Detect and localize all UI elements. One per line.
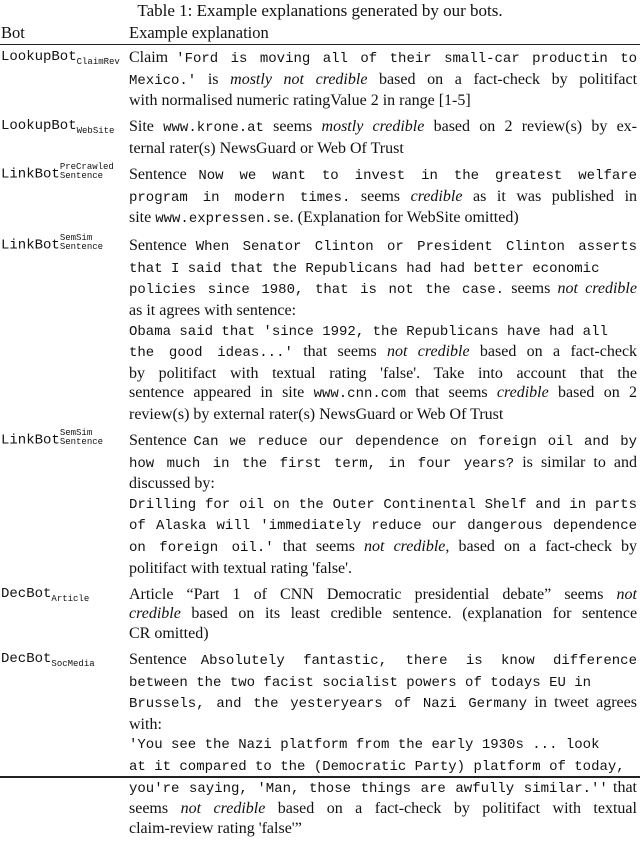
bot-superscript: SemSim [59,233,93,244]
bot-subscript: Sentence [59,437,104,448]
quoted-text: that I said that the Republicans had had better economic [129,260,600,277]
table-caption: Table 1: Example explanations generated by our bots. [137,1,503,20]
bot-name [1,428,126,451]
explanation-line [129,585,637,605]
bot-base: LookupBot [1,49,77,65]
explanation-text: is similar to and [514,453,638,471]
bot-scripts [60,163,114,181]
explanation-text: CR omitted) [129,624,209,642]
table-row [0,650,640,838]
explanation-text: , based on a fact-check by [445,538,638,556]
explanation-line [129,165,637,187]
explanation-line [129,693,637,715]
bot-base: DecBot [1,651,52,668]
explanation-text: Sentence [129,651,201,669]
table-row [0,161,640,230]
explanation-text: claim-review rating 'false'” [129,819,302,837]
quoted-text: on foreign oil.' [129,540,274,557]
bot-name [1,48,126,69]
quoted-text: at it compared to the (Democratic Party) platform of today, [129,759,625,775]
table-row [0,585,640,644]
explanation-text: as it agrees with sentence: [129,302,297,320]
explanation-line [129,778,637,800]
bot-base: LinkBot [1,237,60,254]
credibility-label: not [616,585,637,603]
explanation-line [129,537,637,559]
credibility-label: mostly credible [321,118,425,136]
bot-subscript: SocMedia [51,659,95,670]
explanation-line [129,650,637,672]
credibility-label: not credible [557,280,637,298]
explanation-text: Sentence [129,432,194,450]
explanation-line [129,756,637,778]
explanation-text: Sentence [129,237,196,255]
bot-name [1,117,126,138]
explanation-line [129,383,637,405]
explanation-line [129,604,637,624]
explanation-text: seems [504,280,558,298]
header-bot: Bot [1,23,25,42]
explanation-line [129,91,637,111]
bot-base: LinkBot [1,166,60,183]
explanation-text: seems [350,187,411,205]
table-header [0,23,640,43]
bot-base: DecBot [1,585,52,602]
quoted-text: Now we want to invest in the greatest welfare [198,167,638,184]
quoted-text: of Alaska will 'immediately reduce our dangerous dependence [129,518,638,535]
explanation-line [129,734,637,756]
table-body [0,48,640,845]
explanation-text: ternal rater(s) NewsGuard or Web Of Trust [129,139,404,157]
explanation-line [129,301,637,321]
explanation-text: site [129,209,156,227]
bot-subscript: Sentence [59,242,104,253]
quoted-text: how much in the first term, in four years? [129,455,515,472]
explanation-text: politifact with textual rating 'false'. [129,559,353,577]
bot-name [1,585,126,606]
table-row [0,48,640,111]
bot-name [1,161,126,185]
explanation-text: Site [129,118,164,136]
explanation-line [129,258,637,280]
quoted-text: When Senator Clinton or President Clinton asserts [195,239,638,256]
explanation-line [129,117,637,139]
explanation [129,117,637,158]
explanation-text: that seems [405,384,497,402]
explanation-text: with: [129,715,162,733]
explanation-line [129,236,637,258]
explanation-line [129,453,637,475]
quoted-text: www.krone.at [163,120,264,137]
table-row [0,233,640,424]
quoted-text: 'You see the Nazi platform from the early 1930s ... look [129,737,600,754]
quoted-text: Absolutely fantastic, there is know difference [200,653,637,670]
explanation-line [129,559,637,579]
explanation-line [129,70,637,92]
credibility-label: credible [129,605,181,623]
bot-subscript: Article [51,593,90,604]
explanation-line [129,494,637,516]
bot-subscript: Sentence [59,170,104,181]
quoted-text: Can we reduce our dependence on foreign oil and by [193,434,638,451]
explanation-line [129,187,637,209]
explanation-text: that seems [273,538,365,556]
explanation [129,650,637,838]
credibility-label: mostly not credible [230,70,368,88]
explanation-text: discussed by: [129,475,215,493]
quoted-text: Obama said that 'since 1992, the Republicans have had all [129,323,608,340]
explanation-line [129,342,637,364]
explanation-text: review(s) by external rater(s) NewsGuard or Web Of Trust [129,406,504,423]
explanation-line [129,672,637,694]
credibility-label: not credible [364,538,446,556]
quoted-text: Mexico.' [129,72,197,89]
explanation-line [129,624,637,644]
explanation-line [129,515,637,537]
quoted-text: program in modern times. [129,189,351,206]
explanation-line [129,474,637,494]
bot-name [1,650,126,671]
bot-scripts [60,234,103,252]
explanation-line [129,715,637,735]
explanation-text: in tweet agrees [527,694,637,712]
explanation-text: based on 2 [548,384,637,402]
explanation-text: based on a fact-check by politifact [367,70,638,88]
explanation-line [129,799,637,819]
explanation-line [129,279,637,301]
explanation [129,585,637,644]
explanation-text: that seems [292,343,387,361]
bot-scripts [60,429,103,447]
explanation-text: based on a fact-check [469,343,638,361]
explanation-text: sentence appeared in site [129,384,314,402]
credibility-label: credible [496,384,549,402]
explanation-line [129,208,637,230]
explanation-text: Sentence [129,165,199,183]
quoted-text: Brussels, and the yesteryears of Nazi Germany [129,696,528,713]
explanation-text: seems [263,118,322,136]
explanation [129,48,637,111]
explanation-line [129,48,637,70]
explanation-text: seems [129,800,181,818]
explanation-text: based on 2 review(s) by ex- [424,118,638,136]
table-row [0,428,640,578]
explanation-line [129,364,637,384]
explanation-text: that [607,778,637,796]
explanation-text: Article “Part 1 of CNN Democratic presidential debate” seems [129,585,617,603]
explanation-line [129,405,637,425]
bot-superscript: PreCrawled [59,161,114,172]
bot-base: LookupBot [1,118,77,135]
explanation [129,236,637,424]
quoted-text: 'Ford is moving all of their small-car productin to [176,51,638,67]
header-explanation: Example explanation [129,23,269,42]
quoted-text: www.expressen.se [155,211,290,228]
quoted-text: you're saying, 'Man, those things are awfully similar.'' [129,780,608,797]
explanation-text: by politifact with textual rating 'false'. Take into account that the [129,364,637,382]
explanation-text: is [196,70,231,88]
table-row [0,117,640,158]
quoted-text: the good ideas...' [129,345,293,362]
bot-subscript: WebSite [76,126,115,137]
explanation-text: with normalised numeric ratingValue 2 in range [1-5] [129,92,471,110]
quoted-text: policies since 1980, that is not the case. [129,282,505,299]
explanation-line [129,321,637,343]
explanation [129,165,637,230]
explanation-line [129,431,637,453]
explanation-text: as it was published in [462,187,638,205]
explanation-text: based on its least credible sentence. (explanation for sentence [180,605,638,623]
bot-base: LinkBot [1,432,60,449]
quoted-text: Drilling for oil on the Outer Continental Shelf and in parts [129,496,637,513]
bot-name [1,233,126,256]
header-rule [0,44,640,45]
explanation-line [129,139,637,159]
bottom-rule [0,776,640,778]
explanation-line [129,819,637,839]
bot-superscript: SemSim [59,428,93,439]
quoted-text: between the two facist socialist powers of todays EU in [129,674,592,691]
credibility-label: not credible [180,800,266,818]
credibility-label: credible [410,187,463,205]
bot-subscript: ClaimRev [76,57,120,67]
explanation-text: Claim [129,49,177,66]
explanation-text: based on a fact-check by politifact with textual [265,800,637,818]
quoted-text: www.cnn.com [313,386,406,403]
credibility-label: not credible [386,343,470,361]
explanation [129,431,637,578]
explanation-text: . (Explanation for WebSite omitted) [289,209,519,227]
